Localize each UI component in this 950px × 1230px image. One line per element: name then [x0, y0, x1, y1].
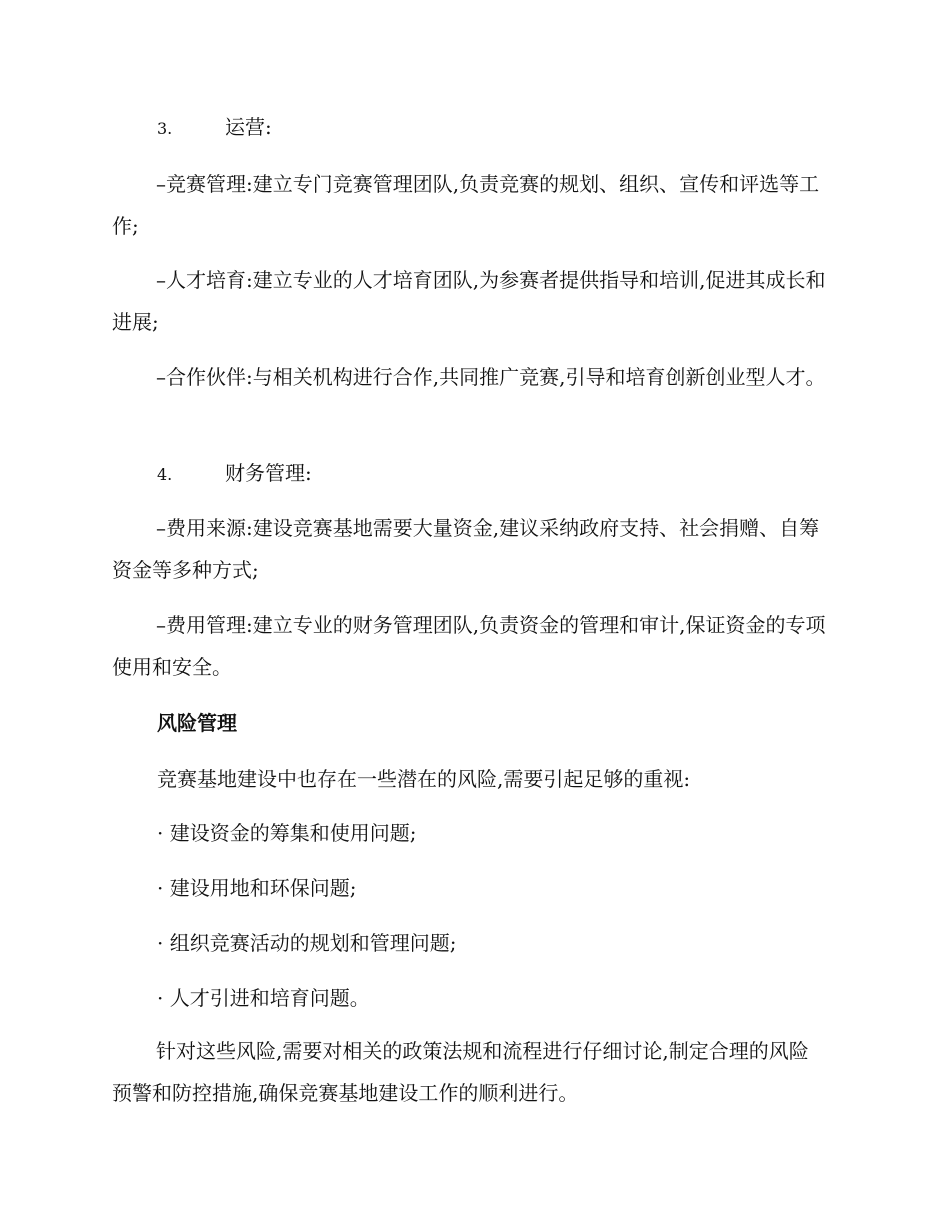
risk-bullet-talent: · 人才引进和培育问题。 — [157, 986, 370, 1010]
section-4-title: 财务管理: — [225, 461, 312, 485]
risk-bullet-planning: · 组织竞赛活动的规划和管理问题; — [157, 931, 457, 955]
section-3-heading — [157, 112, 272, 144]
risk-intro: 竞赛基地建设中也存在一些潜在的风险,需要引起足够的重视: — [157, 767, 691, 791]
section-3-title: 运营: — [225, 115, 272, 139]
ops-item-talent: –人才培育:建立专业的人才培育团队,为参赛者提供指导和培训,促进其成长和进展; — [112, 268, 826, 334]
finance-item-management: –费用管理:建立专业的财务管理团队,负责资金的管理和审计,保证资金的专项使用和安全。 — [112, 613, 826, 679]
ops-item-competition: –竞赛管理:建立专门竞赛管理团队,负责竞赛的规划、组织、宣传和评选等工作; — [112, 172, 820, 238]
finance-item-source: –费用来源:建设竞赛基地需要大量资金,建议采纳政府支持、社会捐赠、自筹资金等多种方式; — [112, 516, 820, 582]
risk-bullet-land: · 建设用地和环保问题; — [157, 876, 357, 900]
section-4-heading — [157, 458, 312, 490]
risk-bullet-funding: · 建设资金的筹集和使用问题; — [157, 821, 417, 845]
risk-conclusion: 针对这些风险,需要对相关的政策法规和流程进行仔细讨论,制定合理的风险预警和防控措施,确保竞赛基地建设工作的顺利进行。 — [112, 1039, 809, 1105]
section-4-number: 4. — [157, 465, 173, 484]
ops-item-partners: –合作伙伴:与相关机构进行合作,共同推广竞赛,引导和培育创新创业型人才。 — [156, 365, 826, 389]
risk-heading: 风险管理 — [157, 711, 237, 735]
section-3-number: 3. — [157, 119, 173, 138]
